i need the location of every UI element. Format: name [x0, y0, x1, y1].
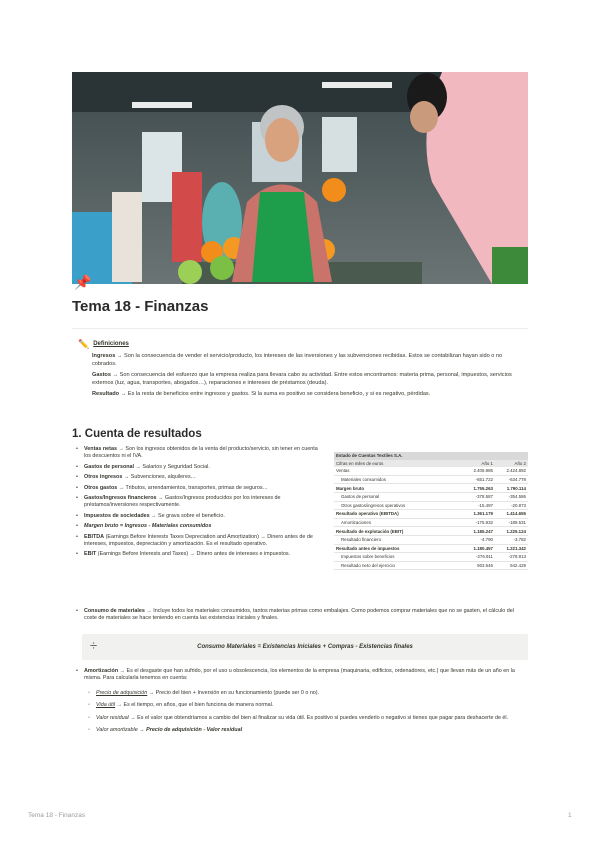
- table-row: Amortizaciones -175.932 -189.531: [334, 519, 528, 528]
- list-item: • Gastos de personal → Salarios y Seguridad Social.: [72, 464, 324, 471]
- definition-gastos: Gastos → Son consecuencia del esfuerzo que la empresa realiza para llevara cabo su actividad. Entre estos encontramos: materia prima, personal, impuestos, servicios externos (luz, agua, transportes, abogados…), reparaciones e intereses de préstamos (deuda).: [92, 372, 512, 386]
- table-header-row: Cifras en miles de euros Año 1 Año 2: [336, 460, 526, 466]
- table-row: Resultado operativo (EBITDA) 1.361.179 1.414.655: [334, 510, 528, 519]
- definitions-callout: [72, 340, 528, 401]
- divide-icon: ÷: [90, 638, 98, 653]
- page-title: Tema 18 - Finanzas: [72, 298, 209, 315]
- definitions-heading: Definiciones: [93, 341, 129, 347]
- list-item: • Amortización → Es el desgaste que han sufrido, por el uso u obsolescencia, los elementos de la empresa (maquinaria, edificios, ordenadores, etc.) que llevan más de un año en la misma. Para calcularla tenemos en cuenta:: [72, 668, 528, 683]
- table-row: Resultado neto del ejercicio 903.546 942.429: [334, 562, 528, 571]
- list-item: • Otros ingresos → Subvenciones, alquileres…: [72, 474, 324, 481]
- list-item: • Otros gastos → Tributos, arrendamientos, transportes, primas de seguros…: [72, 485, 324, 492]
- formula-text: Consumo Materiales = Existencias Iniciales + Compras - Existencias finales: [197, 644, 413, 650]
- list-item: ◦ Valor residual → Es el valor que obtendríamos a cambio del bien al finalizar su vida útil. Es positivo si puedes venderlo o negativo si tienes que pagar para deshacerte de él.: [84, 715, 528, 722]
- materiales-list: [72, 608, 528, 626]
- pushpin-icon: 📌: [74, 274, 92, 290]
- list-item: • EBITDA (Earnings Before Interests Taxes Depreciation and Amortization) → Dinero antes de de intereses, impuestos, depreciación y amortización. Es el resultado operativo.: [72, 534, 324, 549]
- table-row: Resultado antes de impuestos 1.180.457 1.221.342: [334, 545, 528, 554]
- table-row: Otros gastos/ingresos operativos -15.497 -20.873: [334, 502, 528, 511]
- list-item: • EBIT (Earnings Before Interests and Taxes) → Dinero antes de intereses e impuestos.: [72, 551, 324, 558]
- table-row: Resultado de explotación (EBIT) 1.185.247 1.225.124: [334, 527, 528, 536]
- table-row: Materiales consumidos -651.722 -634.778: [334, 476, 528, 485]
- list-item: • Impuestos de sociedades → Se grava sobre el beneficio.: [72, 513, 324, 520]
- list-item: • Gastos/Ingresos financieros → Gastos/Ingresos producidos por los intereses de préstamos/inversiones respectivamente.: [72, 495, 324, 510]
- amortizacion-list: [72, 668, 528, 686]
- section-heading: 1. Cuenta de resultados: [72, 428, 202, 440]
- table-title-row: Estado de Cuentas Textiles S.A.: [334, 452, 528, 460]
- table-row: Resultado financiero -4.790 -3.782: [334, 536, 528, 545]
- page-number: 1: [568, 812, 572, 819]
- table-row: Gastos de personal -378.587 -354.586: [334, 493, 528, 502]
- list-item: • Consumo de materiales → Incluye todos los materiales consumidos, tantos materias primas como embalajes. Como podemos comprar materiales que no se gasten, el cálculo del coste de materiales se hace teniendo en cuenta las existencias iniciales y finales.: [72, 608, 528, 623]
- header-image: [72, 72, 528, 284]
- income-statement-table: [334, 452, 528, 570]
- title-divider: [72, 328, 528, 329]
- list-item: ◦ Valor amortizable → Precio de adquisición - Valor residual: [84, 727, 528, 734]
- amortizacion-sublist: [84, 690, 528, 738]
- formula-block: [82, 634, 528, 660]
- list-item: • Margen bruto = Ingresos - Materiales consumidos: [72, 523, 324, 530]
- definition-resultado: Resultado → Es la resta de beneficios entre ingresos y gastos. Si la suma es positivo se considera beneficio, y si es negativo, pérdidas.: [92, 391, 431, 397]
- table-row: Margen bruto 1.755.263 1.790.114: [334, 484, 528, 493]
- list-item: • Ventas netas → Son los ingresos obtenidos de la venta del producto/servicio, sin tener en cuenta los descuentos ni el IVA.: [72, 446, 324, 461]
- table-row: Ventas 2.406.985 2.424.892: [334, 467, 528, 476]
- concept-list: [72, 446, 324, 562]
- definition-ingresos: Ingresos → Son la consecuencia de vender el servicio/producto, los intereses de las inversiones y las subvenciones recibidas. Estos se contabilizan hayan sido o no cobrados.: [92, 353, 503, 367]
- list-item: ◦ Vida útil → Es el tiempo, en años, que el bien funciona de manera normal.: [84, 702, 528, 709]
- table-row: Impuestos sobre beneficios -276.911 -278.913: [334, 553, 528, 562]
- pencil-icon: ✏️: [78, 339, 90, 349]
- list-item: ◦ Precio de adquisición → Precio del bien + Inversión en su funcionamiento (puede ser 0 o no).: [84, 690, 528, 697]
- footer-title: Tema 18 - Finanzas: [28, 812, 86, 819]
